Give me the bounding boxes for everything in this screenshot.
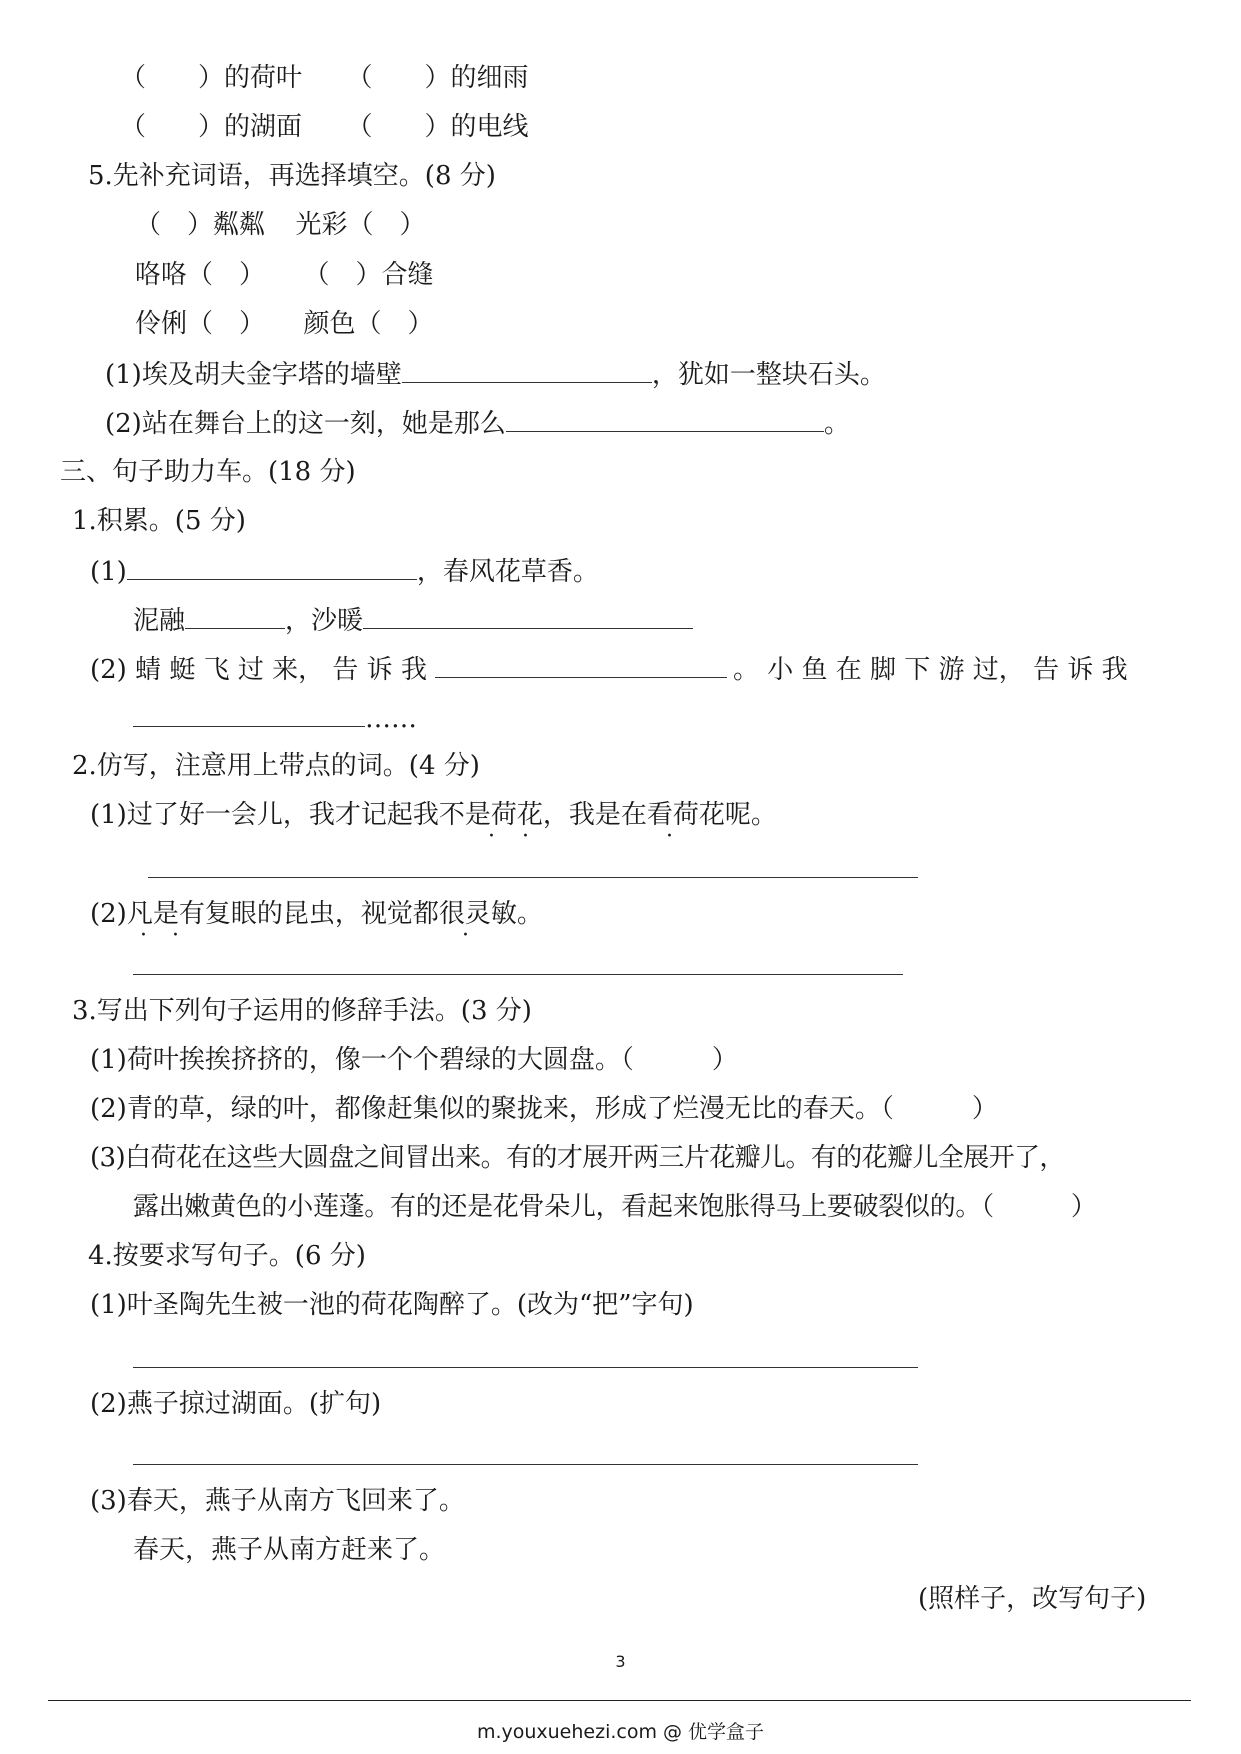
- page-number: 3: [615, 1652, 626, 1671]
- emphasis-dot: ·: [140, 923, 147, 948]
- q5-word-row-3: [135, 307, 434, 341]
- answer-blank[interactable]: [402, 356, 652, 383]
- footer-watermark[interactable]: m.youxuehezi.com @ 优学盒子: [476, 1721, 765, 1743]
- q5-sentence-2-start: (2)站在舞台上的这一刻，她是那么: [105, 409, 506, 439]
- answer-blank[interactable]: [506, 405, 824, 432]
- q3-heading: 3.写出下列句子运用的修辞手法。(3 分): [72, 996, 532, 1026]
- q1-line-3-end: 。 小 鱼 在 脚 下 游 过， 告 诉 我: [732, 655, 1128, 685]
- q4-instruction: (照样子，改写句子): [918, 1584, 1147, 1614]
- q1-line-2-start: 泥融: [133, 606, 186, 636]
- word-pair-row-2: [120, 110, 529, 144]
- q4-heading: 4.按要求写句子。(6 分): [88, 1241, 366, 1271]
- phrase-lotus-leaf: （ ）的荷叶: [120, 63, 303, 93]
- q5-sentence-1: [105, 356, 886, 392]
- q2-heading: 2.仿写，注意用上带点的词。(4 分): [72, 751, 480, 781]
- q5-word-5: 伶俐（ ）: [135, 309, 266, 339]
- q5-word-row-2: [135, 258, 434, 292]
- q1-line-2: [133, 602, 693, 638]
- q5-sentence-2: [105, 405, 850, 441]
- emphasis-dot: ·: [522, 824, 529, 849]
- q4-sentence-1: (1)叶圣陶先生被一池的荷花陶醉了。(改为“把”字句): [90, 1290, 694, 1320]
- phrase-lake-surface: （ ）的湖面: [120, 112, 303, 142]
- answer-line[interactable]: [133, 1367, 918, 1368]
- q5-sentence-2-end: 。: [823, 409, 850, 439]
- q3-sentence-1: (1)荷叶挨挨挤挤的，像一个个碧绿的大圆盘。（ ）: [90, 1045, 738, 1075]
- q1-line-1-end: ，春风花草香。: [416, 557, 599, 587]
- q5-word-6: 颜色（ ）: [303, 309, 434, 339]
- answer-blank[interactable]: [185, 602, 285, 629]
- q1-line-1-number: (1): [90, 557, 127, 587]
- q5-word-1: （ ）粼粼: [135, 210, 266, 240]
- emphasis-dot: ·: [666, 824, 673, 849]
- q1-line-2-mid: ，沙暖: [285, 606, 364, 636]
- q1-line-3: [90, 651, 1128, 687]
- q5-sentence-1-start: (1)埃及胡夫金字塔的墙壁: [105, 360, 402, 390]
- answer-line[interactable]: [148, 877, 918, 878]
- q4-sentence-2: (2)燕子掠过湖面。(扩句): [90, 1389, 382, 1419]
- word-pair-row-1: [120, 61, 529, 95]
- q5-word-3: 咯咯（ ）: [135, 260, 266, 290]
- answer-blank[interactable]: [435, 651, 727, 678]
- q3-sentence-2: (2)青的草，绿的叶，都像赶集似的聚拢来，形成了烂漫无比的春天。（ ）: [90, 1094, 998, 1124]
- answer-line[interactable]: [133, 1464, 918, 1465]
- answer-blank[interactable]: [363, 602, 693, 629]
- phrase-drizzle: （ ）的细雨: [346, 63, 529, 93]
- q3-sentence-3a: (3)白荷花在这些大圆盘之间冒出来。有的才展开两三片花瓣儿。有的花瓣儿全展开了，: [90, 1143, 1065, 1173]
- q2-sentence-1: (1)过了好一会儿，我才记起我不是荷花，我是在看荷花呢。: [90, 800, 777, 830]
- footer-divider: [48, 1700, 1191, 1701]
- q5-sentence-1-end: ，犹如一整块石头。: [651, 360, 886, 390]
- q3-sentence-3b: 露出嫩黄色的小莲蓬。有的还是花骨朵儿，看起来饱胀得马上要破裂似的。（ ）: [133, 1192, 1097, 1222]
- section-3-heading: 三、句子助力车。(18 分): [60, 457, 356, 487]
- q5-word-row-1: [135, 208, 426, 242]
- q1-line-1: [90, 553, 599, 589]
- answer-blank[interactable]: [133, 700, 365, 727]
- q4-sentence-3b: 春天，燕子从南方赶来了。: [133, 1535, 446, 1565]
- answer-line[interactable]: [133, 974, 903, 975]
- q4-sentence-3a: (3)春天，燕子从南方飞回来了。: [90, 1486, 465, 1516]
- emphasis-dot: ·: [462, 923, 469, 948]
- q1-line-4: [133, 700, 417, 736]
- emphasis-dot: ·: [172, 923, 179, 948]
- phrase-wire: （ ）的电线: [346, 112, 529, 142]
- emphasis-dot: ·: [488, 824, 495, 849]
- q5-word-4: （ ）合缝: [303, 260, 434, 290]
- answer-blank[interactable]: [127, 553, 417, 580]
- q5-word-2: 光彩（ ）: [295, 210, 426, 240]
- q5-heading: 5.先补充词语，再选择填空。(8 分): [88, 161, 496, 191]
- q1-line-4-ellipsis: ……: [365, 704, 417, 734]
- q1-line-3-start: (2) 蜻 蜓 飞 过 来， 告 诉 我: [90, 655, 427, 685]
- q2-sentence-2: (2)凡是有复眼的昆虫，视觉都很灵敏。: [90, 899, 543, 929]
- q1-heading: 1.积累。(5 分): [72, 506, 246, 536]
